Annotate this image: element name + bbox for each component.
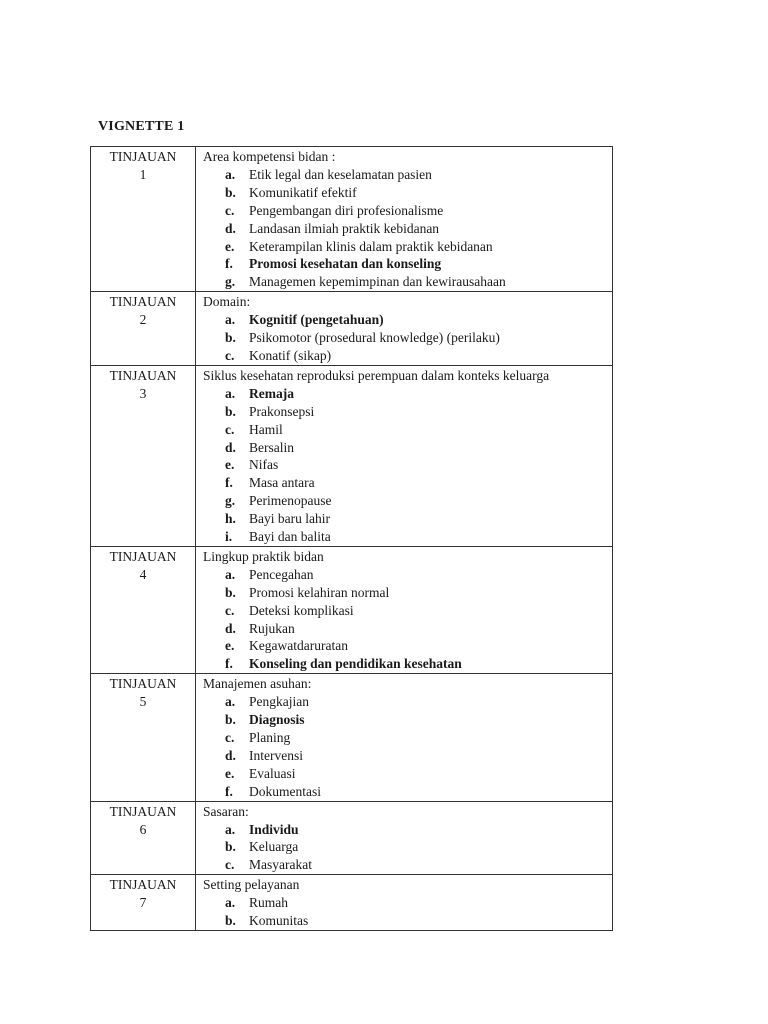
option-item — [203, 492, 612, 510]
option-item — [203, 528, 612, 546]
review-number: 3 — [139, 385, 147, 401]
option-letter: b. — [225, 712, 236, 728]
review-number: 6 — [139, 821, 147, 837]
option-letter: f. — [225, 475, 233, 491]
option-list — [203, 311, 612, 365]
table-body — [91, 147, 613, 931]
option-item — [203, 838, 612, 856]
option-text: Managemen kepemimpinan dan kewirausahaan — [249, 274, 506, 290]
vignette-table — [90, 146, 613, 931]
option-letter: a. — [225, 385, 236, 401]
option-text: Pengembangan diri profesionalisme — [249, 202, 444, 218]
review-label-cell — [91, 801, 196, 875]
option-letter: d. — [225, 220, 236, 236]
document-title: VIGNETTE 1 — [98, 119, 185, 134]
option-item-selected — [203, 655, 612, 673]
review-label: TINJAUAN — [109, 676, 177, 692]
table-row — [91, 546, 613, 673]
option-letter: a. — [225, 895, 236, 911]
option-letter: b. — [225, 330, 236, 346]
option-text: Promosi kelahiran normal — [249, 584, 390, 600]
table-row — [91, 674, 613, 801]
review-label: TINJAUAN — [109, 367, 177, 383]
option-letter: b. — [225, 913, 236, 929]
option-text: Bayi dan balita — [249, 529, 331, 545]
option-letter: f. — [225, 256, 233, 272]
option-letter: d. — [225, 620, 236, 636]
option-text: Diagnosis — [249, 712, 305, 728]
option-letter: a. — [225, 566, 236, 582]
option-text: Etik legal dan keselamatan pasien — [249, 166, 432, 182]
option-list — [203, 693, 612, 800]
review-label: TINJAUAN — [109, 294, 177, 310]
option-item — [203, 637, 612, 655]
option-item-selected — [203, 311, 612, 329]
review-content-cell — [196, 546, 613, 673]
option-item — [203, 510, 612, 528]
option-item — [203, 202, 612, 220]
option-text: Intervensi — [249, 747, 303, 763]
option-letter: i. — [225, 529, 233, 545]
option-list — [203, 166, 612, 291]
option-letter: c. — [225, 602, 235, 618]
option-text: Masyarakat — [249, 857, 312, 873]
review-content-cell — [196, 147, 613, 292]
review-number: 4 — [139, 566, 147, 582]
table-row — [91, 147, 613, 292]
table-row — [91, 365, 613, 546]
option-text: Bersalin — [249, 439, 294, 455]
review-number: 1 — [139, 166, 147, 182]
option-item — [203, 474, 612, 492]
option-item — [203, 566, 612, 584]
option-text: Rumah — [249, 895, 288, 911]
option-letter: c. — [225, 202, 235, 218]
option-text: Bayi baru lahir — [249, 511, 330, 527]
option-letter: b. — [225, 403, 236, 419]
option-item — [203, 912, 612, 930]
option-text: Konseling dan pendidikan kesehatan — [249, 656, 462, 672]
option-letter: f. — [225, 656, 233, 672]
option-item — [203, 184, 612, 202]
option-letter: d. — [225, 747, 236, 763]
option-item — [203, 602, 612, 620]
table-row — [91, 875, 613, 931]
option-text: Pengkajian — [249, 694, 309, 710]
option-letter: b. — [225, 584, 236, 600]
option-item-selected — [203, 821, 612, 839]
option-item — [203, 439, 612, 457]
option-item — [203, 273, 612, 291]
option-text: Nifas — [249, 457, 279, 473]
option-item — [203, 620, 612, 638]
option-text: Rujukan — [249, 620, 295, 636]
question-heading: Manajemen asuhan: — [203, 676, 312, 692]
option-text: Evaluasi — [249, 765, 296, 781]
option-text: Kegawatdaruratan — [249, 638, 348, 654]
question-heading: Sasaran: — [203, 803, 249, 819]
option-letter: c. — [225, 347, 235, 363]
option-letter: g. — [225, 493, 236, 509]
option-letter: e. — [225, 457, 235, 473]
option-text: Masa antara — [249, 475, 315, 491]
table-row — [91, 801, 613, 875]
option-letter: c. — [225, 421, 235, 437]
option-letter: g. — [225, 274, 236, 290]
option-text: Keterampilan klinis dalam praktik kebidanan — [249, 238, 493, 254]
option-list — [203, 385, 612, 546]
review-label: TINJAUAN — [109, 877, 177, 893]
option-text: Prakonsepsi — [249, 403, 315, 419]
option-letter: e. — [225, 238, 235, 254]
option-item — [203, 347, 612, 365]
option-item — [203, 329, 612, 347]
option-letter: f. — [225, 783, 233, 799]
option-letter: h. — [225, 511, 236, 527]
option-letter: c. — [225, 730, 235, 745]
option-text: Dokumentasi — [249, 783, 321, 799]
option-item-selected — [203, 385, 612, 403]
review-label-cell — [91, 546, 196, 673]
option-item — [203, 765, 612, 783]
question-heading: Area kompetensi bidan : — [203, 149, 336, 164]
option-list — [203, 566, 612, 673]
option-text: Komunitas — [249, 913, 309, 929]
review-label-cell — [91, 674, 196, 801]
review-label-cell — [91, 365, 196, 546]
option-item — [203, 421, 612, 439]
review-label-cell — [91, 147, 196, 292]
option-item — [203, 894, 612, 912]
option-text: Perimenopause — [249, 493, 332, 509]
option-letter: d. — [225, 439, 236, 455]
review-content-cell — [196, 674, 613, 801]
option-letter: a. — [225, 694, 236, 710]
option-text: Individu — [249, 821, 299, 837]
option-text: Konatif (sikap) — [249, 347, 332, 363]
option-letter: b. — [225, 839, 236, 855]
option-letter: c. — [225, 857, 235, 873]
option-text: Promosi kesehatan dan konseling — [249, 256, 442, 272]
option-item — [203, 693, 612, 711]
review-label-cell — [91, 875, 196, 931]
question-heading: Setting pelayanan — [203, 877, 300, 893]
option-list — [203, 821, 612, 875]
review-content-cell — [196, 801, 613, 875]
review-content-cell — [196, 365, 613, 546]
option-item-selected — [203, 711, 612, 729]
question-heading: Siklus kesehatan reproduksi perempuan dalam konteks keluarga — [203, 367, 550, 383]
review-label: TINJAUAN — [109, 803, 177, 819]
option-text: Hamil — [249, 421, 283, 437]
table-row — [91, 292, 613, 366]
option-item-selected — [203, 255, 612, 273]
option-text: Kognitif (pengetahuan) — [249, 312, 384, 328]
option-letter: a. — [225, 166, 236, 182]
option-item — [203, 220, 612, 238]
option-letter: b. — [225, 184, 236, 200]
review-number: 5 — [139, 694, 147, 710]
option-text: Planing — [249, 730, 291, 745]
review-number: 7 — [139, 895, 147, 911]
option-text: Pencegahan — [249, 566, 314, 582]
option-item — [203, 747, 612, 765]
option-item — [203, 403, 612, 421]
review-label: TINJAUAN — [109, 548, 177, 564]
option-item — [203, 729, 612, 747]
review-content-cell — [196, 292, 613, 366]
review-label: TINJAUAN — [109, 149, 177, 164]
question-heading: Lingkup praktik bidan — [203, 548, 324, 564]
option-item — [203, 238, 612, 256]
option-text: Keluarga — [249, 839, 299, 855]
option-letter: e. — [225, 638, 235, 654]
question-heading: Domain: — [203, 294, 251, 310]
option-item — [203, 584, 612, 602]
review-content-cell — [196, 875, 613, 931]
option-item — [203, 166, 612, 184]
option-list — [203, 894, 612, 930]
option-letter: e. — [225, 765, 235, 781]
option-text: Psikomotor (prosedural knowledge) (perilaku) — [249, 330, 500, 346]
option-letter: a. — [225, 312, 236, 328]
review-number: 2 — [139, 312, 147, 328]
option-item — [203, 856, 612, 874]
review-label-cell — [91, 292, 196, 366]
option-item — [203, 456, 612, 474]
option-text: Remaja — [249, 385, 294, 401]
option-text: Deteksi komplikasi — [249, 602, 354, 618]
option-text: Komunikatif efektif — [249, 184, 357, 200]
option-text: Landasan ilmiah praktik kebidanan — [249, 220, 440, 236]
option-letter: a. — [225, 821, 236, 837]
option-item — [203, 783, 612, 801]
